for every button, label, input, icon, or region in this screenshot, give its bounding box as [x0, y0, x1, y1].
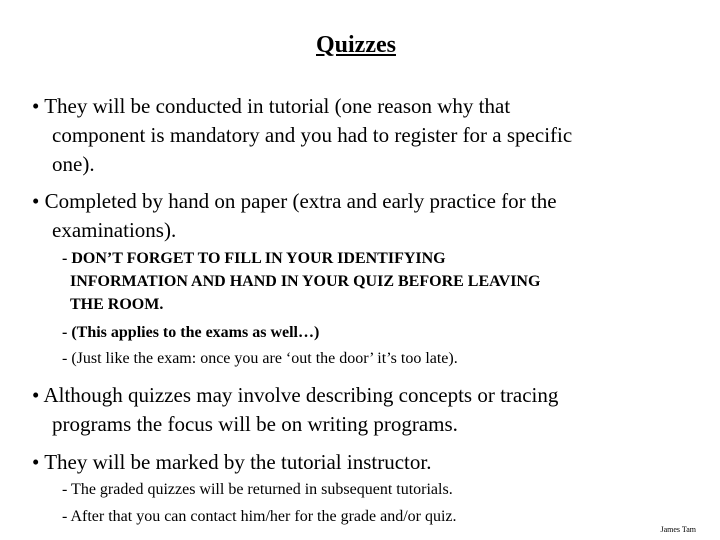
- author-footer: James Tam: [660, 525, 696, 534]
- sub-bullet-line: THE ROOM.: [70, 296, 164, 313]
- sub-bullet-line: - After that you can contact him/her for the grade and/or quiz.: [62, 508, 457, 525]
- bullet-marked: [32, 448, 431, 477]
- bullet-tutorial: [32, 92, 572, 179]
- bullet-line: • They will be marked by the tutorial instructor.: [32, 450, 432, 474]
- sub-bullet-contact: [62, 505, 457, 528]
- bullet-line: • Completed by hand on paper (extra and early practice for the: [32, 189, 557, 213]
- sub-bullet-returned: [62, 478, 453, 501]
- sub-bullet-exams: [62, 321, 319, 344]
- bullet-line: programs the focus will be on writing programs.: [52, 412, 458, 436]
- sub-bullet-dont-forget: [62, 247, 540, 316]
- bullet-line: • Although quizzes may involve describing concepts or tracing: [32, 383, 559, 407]
- bullet-line: examinations).: [52, 218, 177, 242]
- sub-bullet-line: - (Just like the exam: once you are ‘out the door’ it’s too late).: [62, 350, 458, 367]
- bullet-line: • They will be conducted in tutorial (one reason why that: [32, 94, 511, 118]
- sub-bullet-line: - DON’T FORGET TO FILL IN YOUR IDENTIFYING: [62, 250, 446, 267]
- sub-bullet-line: - (This applies to the exams as well…): [62, 324, 320, 341]
- bullet-focus: [32, 381, 558, 439]
- slide-title: Quizzes: [316, 32, 396, 58]
- bullet-line: one).: [52, 152, 95, 176]
- sub-bullet-line: - The graded quizzes will be returned in subsequent tutorials.: [62, 481, 453, 498]
- bullet-by-hand: [32, 187, 557, 245]
- bullet-line: component is mandatory and you had to register for a specific: [52, 123, 573, 147]
- sub-bullet-out-the-door: [62, 347, 458, 370]
- sub-bullet-line: INFORMATION AND HAND IN YOUR QUIZ BEFORE LEAVING: [70, 273, 541, 290]
